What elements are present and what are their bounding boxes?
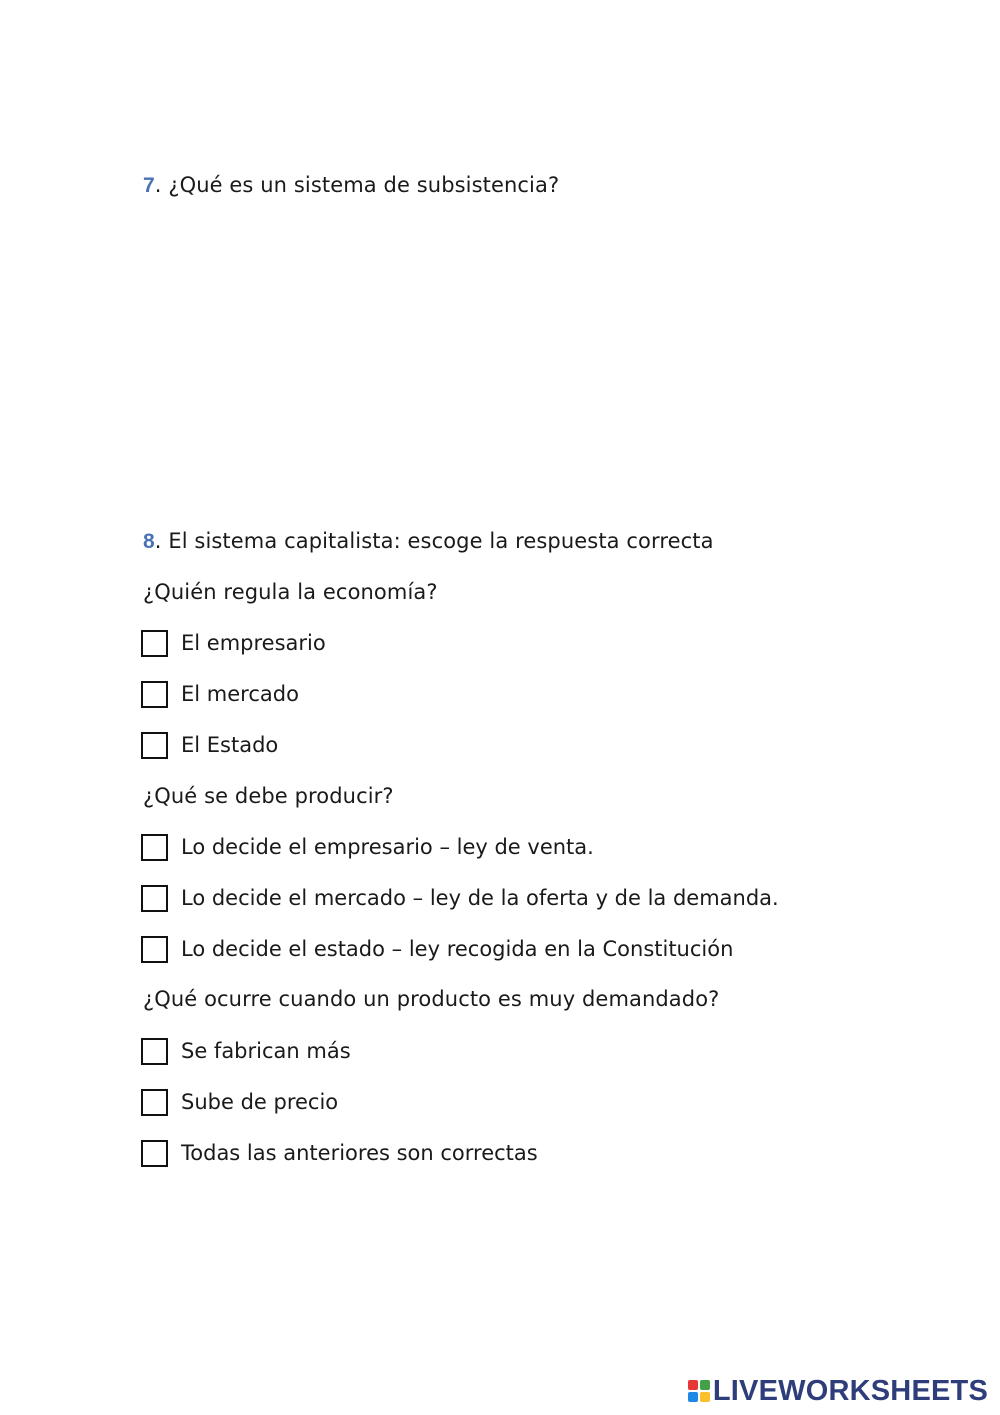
option-item: [141, 627, 326, 659]
option-label: Todas las anteriores son correctas: [181, 1141, 538, 1165]
option-item: [141, 1137, 538, 1169]
answer-checkbox[interactable]: [141, 885, 168, 912]
liveworksheets-logo: [688, 1376, 988, 1406]
answer-checkbox[interactable]: [141, 936, 168, 963]
option-item: [141, 933, 733, 965]
option-item: [141, 1086, 338, 1118]
option-label: Lo decide el empresario – ley de venta.: [181, 835, 594, 859]
logo-mark-icon: [688, 1380, 710, 1402]
subquestion-prompt: ¿Qué se debe producir?: [143, 784, 394, 808]
option-item: [141, 882, 779, 914]
answer-checkbox[interactable]: [141, 1089, 168, 1116]
answer-checkbox[interactable]: [141, 1038, 168, 1065]
answer-checkbox[interactable]: [141, 681, 168, 708]
option-label: El mercado: [181, 682, 299, 706]
subquestion-prompt: ¿Quién regula la economía?: [143, 580, 438, 604]
option-label: Se fabrican más: [181, 1039, 351, 1063]
option-item: [141, 1035, 351, 1067]
question-8: [143, 527, 714, 556]
option-item: [141, 729, 278, 761]
answer-checkbox[interactable]: [141, 732, 168, 759]
option-label: El empresario: [181, 631, 326, 655]
option-item: [141, 831, 594, 863]
question-7: [143, 171, 559, 200]
question-7-number: 7: [143, 174, 155, 197]
question-7-text: . ¿Qué es un sistema de subsistencia?: [154, 173, 560, 197]
subquestion-prompt: ¿Qué ocurre cuando un producto es muy demandado?: [143, 987, 720, 1011]
option-label: Lo decide el mercado – ley de la oferta y de la demanda.: [181, 886, 779, 910]
option-label: Lo decide el estado – ley recogida en la Constitución: [181, 937, 734, 961]
answer-checkbox[interactable]: [141, 630, 168, 657]
question-8-text: . El sistema capitalista: escoge la respuesta correcta: [154, 529, 714, 553]
question-8-number: 8: [143, 530, 155, 553]
option-item: [141, 678, 299, 710]
answer-checkbox[interactable]: [141, 834, 168, 861]
logo-text: LIVEWORKSHEETS: [712, 1374, 988, 1407]
option-label: Sube de precio: [181, 1090, 339, 1114]
option-label: El Estado: [181, 733, 279, 757]
answer-checkbox[interactable]: [141, 1140, 168, 1167]
